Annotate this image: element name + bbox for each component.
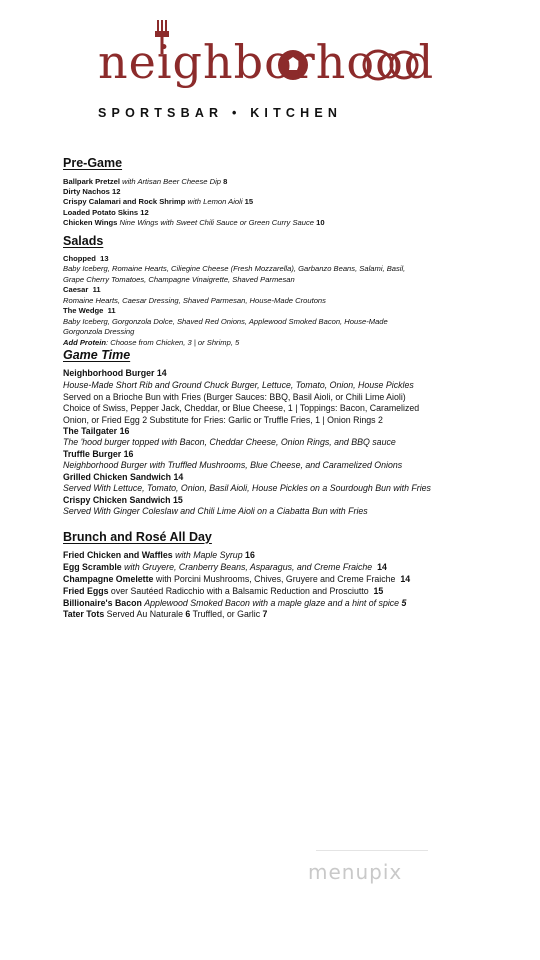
menu-item-fried-eggs: Fried Eggs over Sautéed Radicchio with a Balsamic Reduction and Prosciutto 15 [63, 586, 384, 596]
menu-item-wedge: The Wedge 11 [63, 306, 116, 315]
menu-item-truffle-burger: Truffle Burger 16 [63, 449, 134, 459]
item-description: Served With Lettuce, Tomato, Onion, Basil Aioli, House Pickles on a Sourdough Bun with Fries [63, 483, 431, 493]
menu-item-tater-tots: Tater Tots Served Au Naturale 6 Truffled, or Garlic 7 [63, 609, 268, 619]
menu-item-crispy-chicken: Crispy Chicken Sandwich 15 [63, 495, 183, 505]
menu-item-neighborhood-burger: Neighborhood Burger 14 [63, 368, 167, 378]
item-description: Neighborhood Burger with Truffled Mushrooms, Blue Cheese, and Caramelized Onions [63, 460, 403, 470]
section-title-pregame: Pre-Game [63, 156, 123, 170]
item-description: Served With Ginger Coleslaw and Chili Lime Aioli on a Ciabatta Bun with Fries [63, 506, 368, 516]
menu-item-potato-skins: Loaded Potato Skins 12 [63, 208, 149, 217]
item-description: Baby Iceberg, Romaine Hearts, Ciliegine Cheese (Fresh Mozzarella), Garbanzo Beans, Salami, Basil, [63, 264, 406, 273]
menu-item-grilled-chicken: Grilled Chicken Sandwich 14 [63, 472, 184, 482]
menu-item-champagne-omelette: Champagne Omelette with Porcini Mushrooms, Chives, Gruyere and Creme Fraiche 14 [63, 574, 411, 584]
add-protein-note: Add Protein: Choose from Chicken, 3 | or Shrimp, 5 [63, 338, 240, 347]
menu-item-tailgater: The Tailgater 16 [63, 426, 130, 436]
item-description: The 'hood burger topped with Bacon, Cheddar Cheese, Onion Rings, and BBQ sauce [63, 437, 396, 447]
item-description: Romaine Hearts, Caesar Dressing, Shaved Parmesan, House-Made Croutons [63, 296, 326, 305]
section-title-brunch: Brunch and Rosé All Day [63, 530, 212, 544]
item-description: Grape Cherry Tomatoes, Champagne Vinaigrette, Shaved Parmesan [63, 275, 295, 284]
item-description: House-Made Short Rib and Ground Chuck Burger, Lettuce, Tomato, Onion, House Pickles [63, 380, 414, 390]
section-title-salads: Salads [63, 234, 104, 248]
restaurant-logo [0, 14, 540, 120]
menu-item-chicken-waffles: Fried Chicken and Waffles with Maple Syrup 16 [63, 550, 255, 560]
item-description: Baby Iceberg, Gorgonzola Dolce, Shaved Red Onions, Applewood Smoked Bacon, House-Made [63, 317, 388, 326]
item-description: Onion, or Fried Egg 2 Substitute for Fries: Garlic or Truffle Fries, 1 | Onion Rings 2 [63, 415, 383, 425]
menu-item-calamari: Crispy Calamari and Rock Shrimp with Lemon Aioli 15 [63, 197, 254, 206]
menu-item-egg-scramble: Egg Scramble with Gruyere, Cranberry Beans, Asparagus, and Creme Fraiche 14 [63, 562, 387, 572]
menu-item-nachos: Dirty Nachos 12 [63, 187, 121, 196]
menu-item-caesar: Caesar 11 [63, 285, 101, 294]
logo-subtitle: SPORTSBAR • KITCHEN [98, 106, 343, 120]
watermark-text: menupix [308, 860, 403, 884]
logo-wordmark: neighborhood [98, 35, 435, 89]
item-description: Served on a Brioche Bun with Fries (Burger Sauces: BBQ, Basil Aioli, or Chili Lime Aioli) [63, 392, 406, 402]
menu-item-wings: Chicken Wings Nine Wings with Sweet Chili Sauce or Green Curry Sauce 10 [63, 218, 325, 227]
item-description: Gorgonzola Dressing [63, 327, 135, 336]
menu-item-billionaires-bacon: Billionaire's Bacon Applewood Smoked Bacon with a maple glaze and a hint of spice 5 [63, 598, 407, 608]
menu-item-pretzel: Ballpark Pretzel with Artisan Beer Cheese Dip 8 [63, 177, 228, 186]
menu-item-chopped: Chopped 13 [63, 254, 109, 263]
watermark-divider [316, 850, 428, 851]
section-title-gametime: Game Time [63, 348, 131, 362]
item-description: Choice of Swiss, Pepper Jack, Cheddar, or Blue Cheese, 1 | Toppings: Bacon, Caramelized [63, 403, 420, 413]
